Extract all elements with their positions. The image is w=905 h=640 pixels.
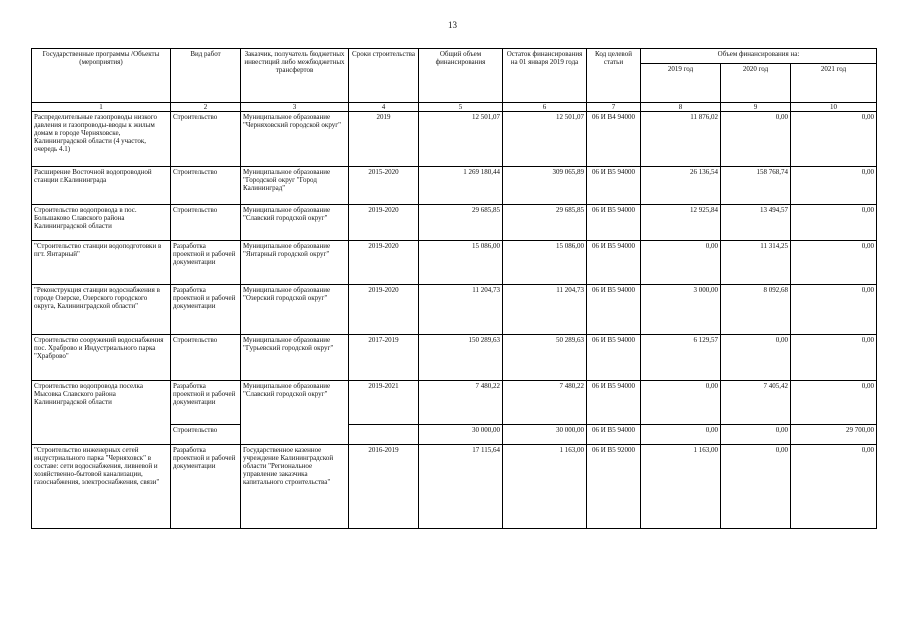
y2021-cell: 29 700,00 (791, 425, 877, 445)
program-cell: Строительство сооружений водоснабжения пос. Храброво и Индустриального парка "Храброво" (32, 335, 171, 381)
y2019-cell: 1 163,00 (641, 445, 721, 529)
period-cell: 2019-2020 (349, 241, 419, 285)
customer-cell: Муниципальное образование "Черняховский городской округ" (241, 112, 349, 167)
y2020-cell: 158 768,74 (721, 167, 791, 205)
customer-cell: Муниципальное образование "Гурьевский городской округ" (241, 335, 349, 381)
program-cell: "Строительство станции водоподготовки в пгт. Янтарный" (32, 241, 171, 285)
period-cell: 2019-2020 (349, 285, 419, 335)
column-number: 6 (503, 103, 587, 112)
work-cell: Разработка проектной и рабочей документации (171, 285, 241, 335)
total-cell: 30 000,00 (419, 425, 503, 445)
y2021-cell: 0,00 (791, 167, 877, 205)
remainder-cell: 7 480,22 (503, 381, 587, 425)
customer-cell: Муниципальное образование "Янтарный городской округ" (241, 241, 349, 285)
y2020-cell: 13 494,57 (721, 205, 791, 241)
remainder-cell: 12 501,07 (503, 112, 587, 167)
code-cell: 06 И В5 94000 (587, 285, 641, 335)
work-cell: Разработка проектной и рабочей документации (171, 445, 241, 529)
remainder-cell: 15 086,00 (503, 241, 587, 285)
program-cell: Распределительные газопроводы низкого давления и газопроводы-вводы к жилым домам в городе Черняховске, Калининградской области (4 участок, очередь 4.1) (32, 112, 171, 167)
y2021-cell: 0,00 (791, 285, 877, 335)
y2019-cell: 11 876,02 (641, 112, 721, 167)
table-row (32, 335, 877, 381)
header-funding: Объем финансирования на: (641, 49, 877, 64)
remainder-cell: 29 685,85 (503, 205, 587, 241)
code-cell: 06 И В5 94000 (587, 381, 641, 425)
header-programs: Государственные программы /Объекты (мероприятия) (32, 49, 171, 103)
total-cell: 150 289,63 (419, 335, 503, 381)
total-cell: 7 480,22 (419, 381, 503, 425)
y2019-cell: 12 925,84 (641, 205, 721, 241)
page-number: 13 (448, 20, 457, 30)
y2020-cell: 0,00 (721, 425, 791, 445)
y2021-cell: 0,00 (791, 112, 877, 167)
work-cell: Строительство (171, 205, 241, 241)
period-cell-empty (349, 425, 419, 445)
table-row (32, 241, 877, 285)
remainder-cell: 50 289,63 (503, 335, 587, 381)
table-row (32, 285, 877, 335)
work-cell: Строительство (171, 425, 241, 445)
y2019-cell: 6 129,57 (641, 335, 721, 381)
program-cell: Строительство водопровода поселка Мысовка Славского района Калининградской области (32, 381, 171, 445)
y2019-cell: 0,00 (641, 241, 721, 285)
total-cell: 29 685,85 (419, 205, 503, 241)
y2019-cell: 0,00 (641, 381, 721, 425)
y2020-cell: 0,00 (721, 445, 791, 529)
y2021-cell: 0,00 (791, 445, 877, 529)
customer-cell: Муниципальное образование "Озерский городской округ" (241, 285, 349, 335)
y2020-cell: 7 405,42 (721, 381, 791, 425)
code-cell: 06 И В4 94000 (587, 112, 641, 167)
customer-cell: Государственное казенное учреждение Калининградской области "Региональное управление заказчика капитального строительства" (241, 445, 349, 529)
code-cell: 06 И В5 94000 (587, 425, 641, 445)
y2020-cell: 0,00 (721, 335, 791, 381)
work-cell: Строительство (171, 167, 241, 205)
customer-cell: Муниципальное образование "Славский городской округ" (241, 205, 349, 241)
y2020-cell: 11 314,25 (721, 241, 791, 285)
table-row (32, 112, 877, 167)
remainder-cell: 1 163,00 (503, 445, 587, 529)
y2019-cell: 0,00 (641, 425, 721, 445)
header-code: Код целевой статьи (587, 49, 641, 103)
remainder-cell: 309 065,89 (503, 167, 587, 205)
y2020-cell: 8 092,68 (721, 285, 791, 335)
column-number: 8 (641, 103, 721, 112)
period-cell: 2016-2019 (349, 445, 419, 529)
program-cell: "Строительство инженерных сетей индустриального парка "Черняховск" в составе: сети водоснабжения, ливневой и хозяйственно-бытовой канализации, газоснабжения, электроснабжения, связи" (32, 445, 171, 529)
table-row (32, 381, 877, 425)
y2021-cell: 0,00 (791, 335, 877, 381)
financing-table (31, 48, 877, 529)
header-total: Общий объем финансирования (419, 49, 503, 103)
customer-cell: Муниципальное образование "Славский городской округ" (241, 381, 349, 445)
header-work-type: Вид работ (171, 49, 241, 103)
program-cell: "Реконструкция станции водоснабжения в городе Озерске, Озерского городского округа, Калининградской области" (32, 285, 171, 335)
program-cell: Расширение Восточной водопроводной станции г.Калининграда (32, 167, 171, 205)
column-number: 1 (32, 103, 171, 112)
table-row (32, 167, 877, 205)
period-cell: 2017-2019 (349, 335, 419, 381)
total-cell: 11 204,73 (419, 285, 503, 335)
y2021-cell: 0,00 (791, 381, 877, 425)
header-2019: 2019 год (641, 64, 721, 103)
total-cell: 12 501,07 (419, 112, 503, 167)
y2019-cell: 26 136,54 (641, 167, 721, 205)
header-2020: 2020 год (721, 64, 791, 103)
remainder-cell: 11 204,73 (503, 285, 587, 335)
work-cell: Разработка проектной и рабочей документации (171, 381, 241, 425)
total-cell: 17 115,64 (419, 445, 503, 529)
column-number: 3 (241, 103, 349, 112)
customer-cell: Муниципальное образование "Городской округ "Город Калининград" (241, 167, 349, 205)
column-number: 5 (419, 103, 503, 112)
total-cell: 15 086,00 (419, 241, 503, 285)
period-cell: 2019-2020 (349, 205, 419, 241)
remainder-cell: 30 000,00 (503, 425, 587, 445)
header-remainder: Остаток финансирования на 01 января 2019 года (503, 49, 587, 103)
code-cell: 06 И В5 94000 (587, 335, 641, 381)
column-number: 9 (721, 103, 791, 112)
column-number: 7 (587, 103, 641, 112)
work-cell: Строительство (171, 112, 241, 167)
table-row (32, 445, 877, 529)
table-row (32, 205, 877, 241)
column-number-row (32, 103, 877, 112)
period-cell: 2019 (349, 112, 419, 167)
program-cell: Строительство водопровода в пос. Большаково Славского района Калининградской области (32, 205, 171, 241)
column-number: 10 (791, 103, 877, 112)
header-customer: Заказчик, получатель бюджетных инвестиций либо межбюджетных трансфертов (241, 49, 349, 103)
code-cell: 06 И В5 92000 (587, 445, 641, 529)
y2021-cell: 0,00 (791, 205, 877, 241)
total-cell: 1 269 180,44 (419, 167, 503, 205)
column-number: 4 (349, 103, 419, 112)
period-cell: 2015-2020 (349, 167, 419, 205)
column-number: 2 (171, 103, 241, 112)
code-cell: 06 И В5 94000 (587, 241, 641, 285)
y2019-cell: 3 000,00 (641, 285, 721, 335)
period-cell: 2019-2021 (349, 381, 419, 425)
code-cell: 06 И В5 94000 (587, 205, 641, 241)
y2021-cell: 0,00 (791, 241, 877, 285)
work-cell: Строительство (171, 335, 241, 381)
y2020-cell: 0,00 (721, 112, 791, 167)
header-2021: 2021 год (791, 64, 877, 103)
work-cell: Разработка проектной и рабочей документации (171, 241, 241, 285)
code-cell: 06 И В5 94000 (587, 167, 641, 205)
header-period: Сроки строительства (349, 49, 419, 103)
